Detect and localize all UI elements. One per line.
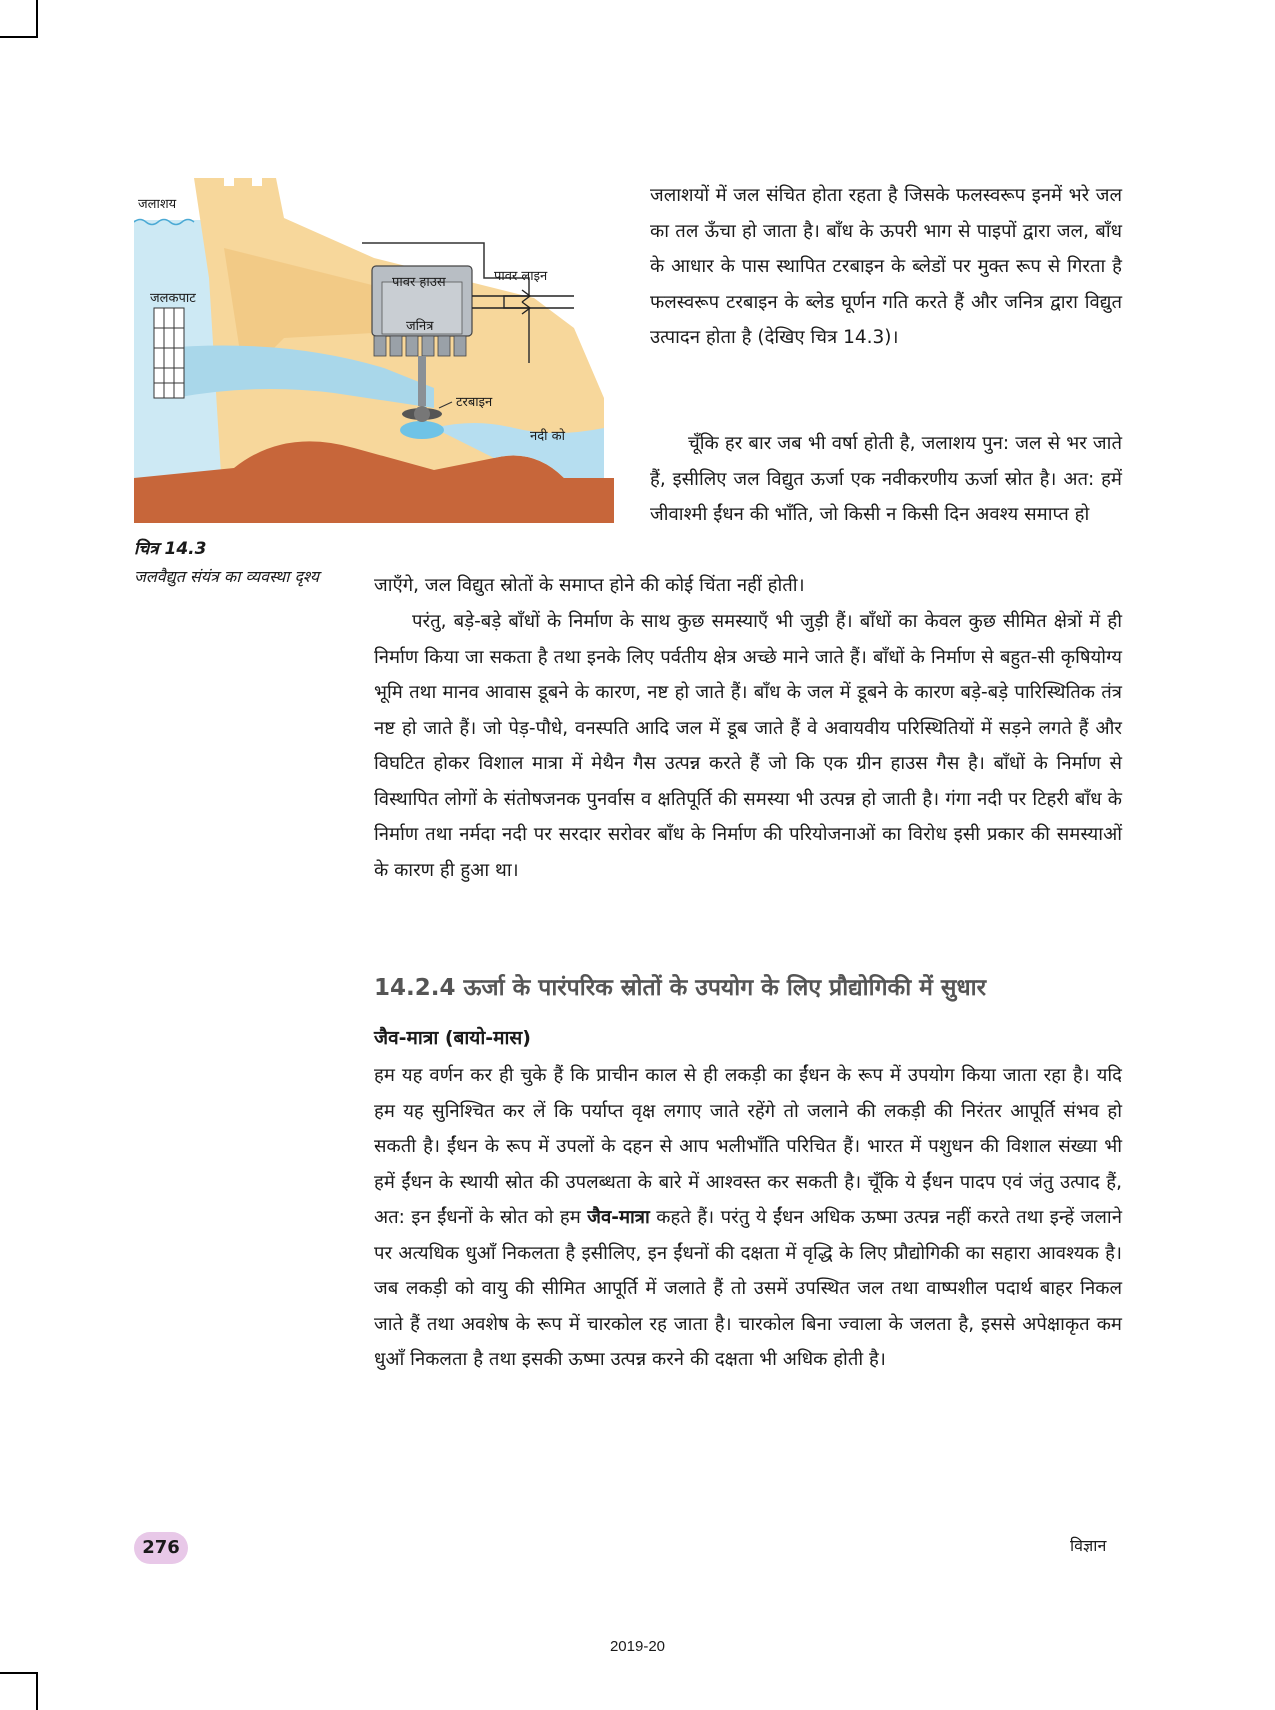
section-heading: 14.2.4 ऊर्जा के पारंपरिक स्रोतों के उपयोग के लिए प्रौद्योगिकी में सुधार (374, 975, 986, 1001)
paragraph-dam-problems: परंतु, बड़े-बड़े बाँधों के निर्माण के साथ कुछ समस्याएँ भी जुड़ी हैं। बाँधों का केवल कुछ सीमित क्षेत्रों में ही निर्माण किया जा सकता है तथा इनके लिए पर्वतीय क्षेत्र अच्छे माने जाते हैं। बाँधों के निर्माण से बहुत-सी कृषियोग्य भूमि तथा मानव आवास डूबने के कारण, नष्ट हो जाते हैं। बाँध के जल में डूबने के कारण बड़े-बड़े पारिस्थितिक तंत्र नष्ट हो जाते हैं। जो पेड़-पौधे, वनस्पति आदि जल में डूब जाते हैं वे अवायवीय परिस्थितियों में सड़ने लगते हैं और विघटित होकर विशाल मात्रा में मेथैन गैस उत्पन्न करते हैं जो कि एक ग्रीन हाउस गैस है। बाँधों के निर्माण से विस्थापित लोगों के संतोषजनक पुनर्वास व क्षतिपूर्ति की समस्या भी उत्पन्न हो जाती है। गंगा नदी पर टिहरी बाँध के निर्माण तथा नर्मदा नदी पर सरदार सरोवर बाँध के निर्माण की परियोजनाओं का विरोध इसी प्रकार की समस्याओं के कारण ही हुआ था। (374, 611, 1122, 881)
subject-name: विज्ञान (1070, 1536, 1107, 1555)
edition-year: 2019-20 (609, 1638, 666, 1655)
turbine-water-splash (400, 421, 444, 439)
crop-mark-top-v (36, 0, 38, 38)
biomass-text-after: कहते हैं। परंतु ये ईंधन अधिक ऊष्मा उत्पन्न नहीं करते तथा इन्हें जलाने पर अत्यधिक धुआँ निकलता है इसीलिए, इन ईंधनों की दक्षता में वृद्धि के लिए प्रौद्योगिकी का सहारा आवश्यक है। जब लकड़ी को वायु की सीमित आपूर्ति में जलाते हैं तो उसमें उपस्थित जल तथा वाष्पशील पदार्थ बाहर निकल जाते हैं तथा अवशेष के रूप में चारकोल रह जाता है। चारकोल बिना ज्वाला के जलता है, इससे अपेक्षाकृत कम धुआँ निकलता है तथा इसकी ऊष्मा उत्पन्न करने की दक्षता भी अधिक होती है। (374, 1207, 1122, 1370)
crop-mark-bottom-v (36, 1672, 38, 1710)
subsection-heading: जैव-मात्रा (बायो-मास) (374, 1027, 531, 1049)
biomass-term: जैव-मात्रा (587, 1207, 650, 1228)
label-sluice-gate: जलकपाट (150, 291, 196, 306)
paragraph-continuation: जाएँगे, जल विद्युत स्रोतों के समाप्त होने की कोई चिंता नहीं होती। (374, 575, 805, 596)
label-generator: जनित्र (406, 319, 434, 334)
caption-text: जलवैद्युत संयंत्र का व्यवस्था दृश्य (134, 567, 320, 586)
label-reservoir: जलाशय (138, 197, 177, 212)
crop-mark-bottom-h (0, 1672, 38, 1674)
caption-number: चित्र 14.3 (134, 539, 207, 559)
paragraph-top-right-2: चूँकि हर बार जब भी वर्षा होती है, जलाशय पुन: जल से भर जाते हैं, इसीलिए जल विद्युत ऊर्जा एक नवीकरणीय ऊर्जा स्रोत है। अत: हमें जीवाश्मी ईंधन की भाँति, जो किसी न किसी दिन अवश्य समाप्त हो (650, 433, 1122, 525)
paragraph-top-right-1: जलाशयों में जल संचित होता रहता है जिसके फलस्वरूप इनमें भरे जल का तल ऊँचा हो जाता है। बाँध के ऊपरी भाग से पाइपों द्वारा जल, बाँध के आधार के पास स्थापित टरबाइन के ब्लेडों पर मुक्त रूप से गिरता है फलस्वरूप टरबाइन के ब्लेड घूर्णन गति करते हैं और जनित्र द्वारा विद्युत उत्पादन होता है (देखिए चित्र 14.3)। (650, 185, 1122, 348)
turbine-shaft (418, 356, 426, 406)
label-power-house: पावर हाउस (392, 275, 446, 290)
page-number-badge: 276 (134, 1532, 188, 1564)
label-power-line: पावर लाइन (494, 269, 548, 284)
sluice-gate (154, 308, 184, 398)
hydro-plant-figure (134, 178, 614, 523)
paragraph-biomass (374, 1058, 1122, 1378)
label-to-river: नदी को (530, 429, 565, 444)
biomass-text-before: हम यह वर्णन कर ही चुके हैं कि प्राचीन काल से ही लकड़ी का ईंधन के रूप में उपयोग किया जाता रहा है। यदि हम यह सुनिश्चित कर लें कि पर्याप्त वृक्ष लगाए जाते रहेंगे तो जलाने की लकड़ी की निरंतर आपूर्ति संभव हो सकती है। ईंधन के रूप में उपलों के दहन से आप भलीभाँति परिचित हैं। भारत में पशुधन की विशाल संख्या भी हमें ईंधन के स्थायी स्रोत की उपलब्धता के बारे में आश्वस्त कर सकती है। चूँकि ये ईंधन पादप एवं जंतु उत्पाद हैं, अत: इन ईंधनों के स्रोत को हम (374, 1065, 1122, 1228)
crop-mark-top-h (0, 36, 38, 38)
figure-caption (134, 536, 354, 590)
label-turbine: टरबाइन (456, 395, 493, 410)
